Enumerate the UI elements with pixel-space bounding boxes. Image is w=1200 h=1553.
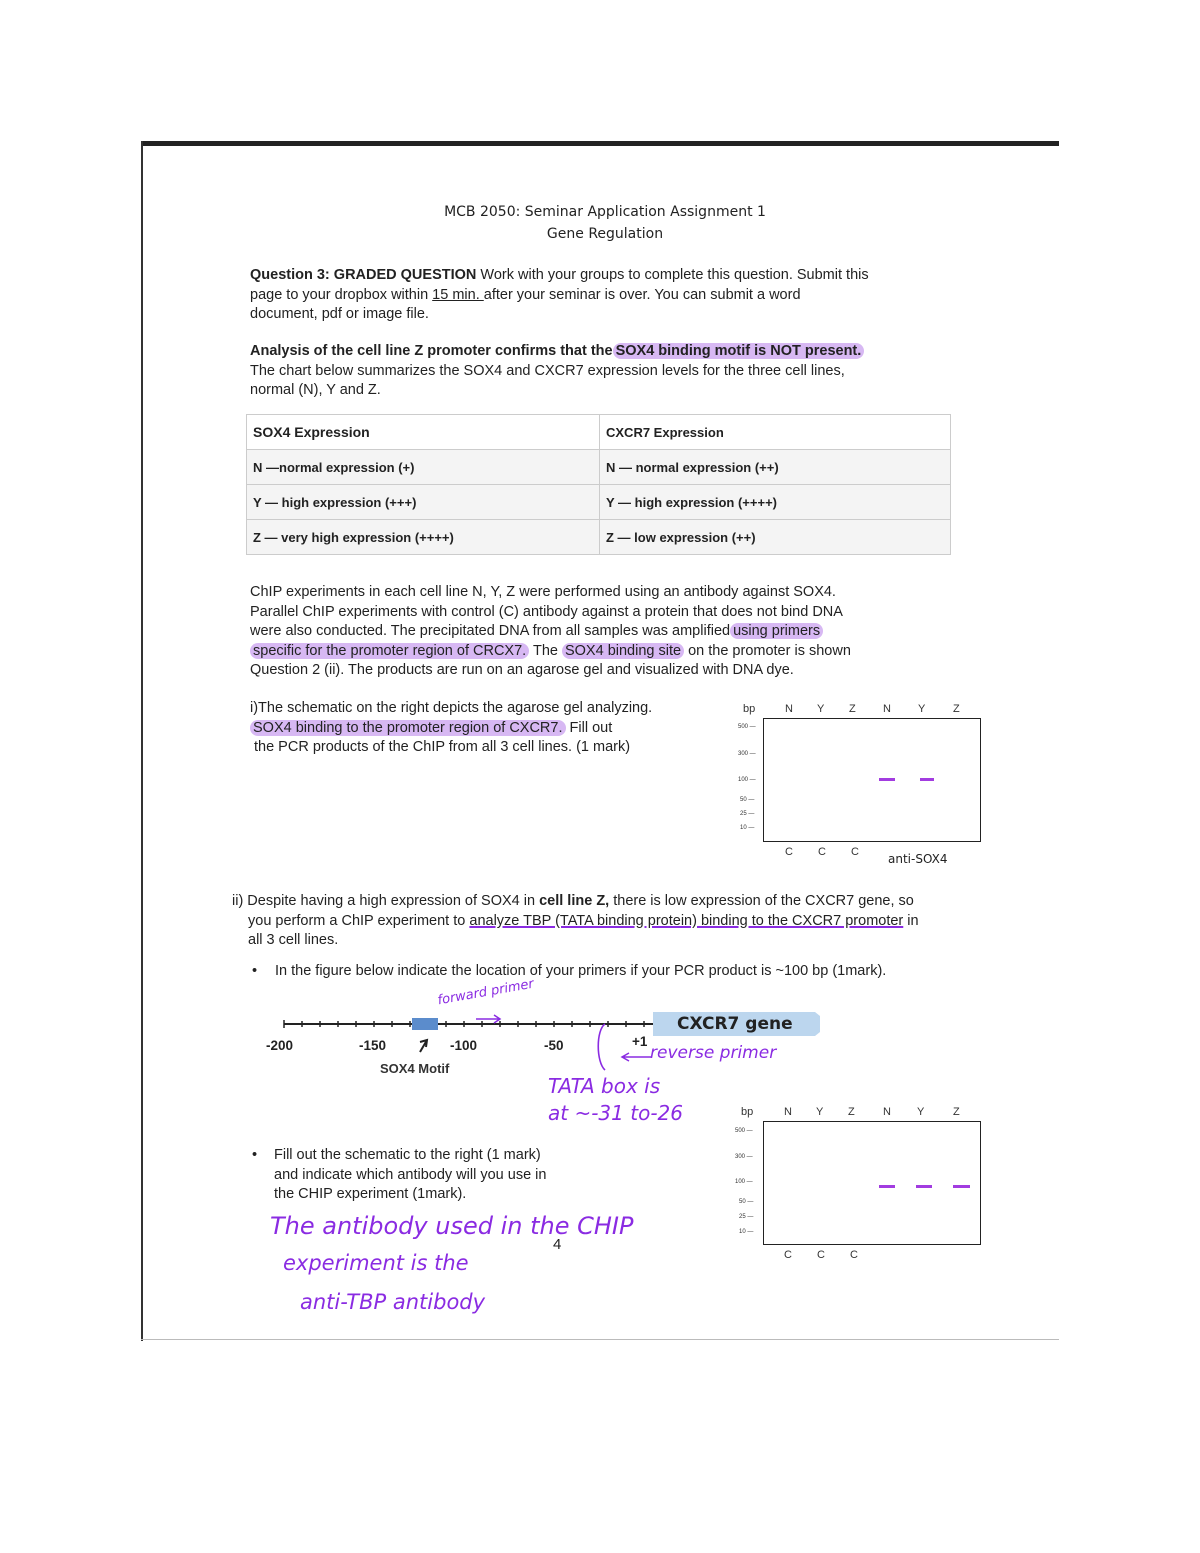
deadline: 15 min.: [432, 286, 484, 303]
position-label: -100: [450, 1038, 478, 1053]
bracket-icon: [598, 1024, 605, 1070]
gel2-tick: 50 —: [739, 1199, 754, 1205]
axis-ticks: [284, 1020, 644, 1028]
gel1-tick: 100 —: [738, 777, 756, 783]
gel1-bp-label: bp: [743, 703, 756, 715]
question-intro: [250, 266, 970, 325]
part-i-line: Fill out: [565, 719, 613, 736]
gel2-lane-label: Z: [848, 1106, 855, 1118]
bullet-2-text: [274, 1146, 604, 1205]
gel1-lane-label: Z: [849, 703, 856, 715]
page-bottom-border: [141, 1339, 1059, 1340]
position-label: -50: [544, 1038, 564, 1053]
bullet-2-line: Fill out the schematic to the right (1 mark): [274, 1147, 541, 1163]
gel1-caption: anti-SOX4: [888, 852, 948, 866]
gel2-tick: 10 —: [739, 1229, 754, 1235]
bullet-2-line: and indicate which antibody will you use in: [274, 1166, 547, 1183]
gel2-lane-label: Y: [917, 1106, 925, 1118]
gel1-control-label: C: [785, 846, 793, 858]
analysis-paragraph: [250, 342, 970, 401]
highlighted-text: SOX4 binding site: [562, 643, 684, 659]
table-row: [247, 450, 951, 485]
part-ii-line: all 3 cell lines.: [248, 932, 339, 948]
gel1-lane-label: N: [785, 703, 793, 715]
chip-text: on the promoter is shown: [684, 642, 851, 659]
question-text: after your seminar is over. You can submit a word: [483, 286, 801, 303]
gel2-band-Y: [916, 1185, 932, 1188]
tata-note-line2: at ~-31 to-26: [548, 1101, 683, 1125]
table-cell: Z — very high expression (++++): [247, 520, 600, 555]
analysis-text: normal (N), Y and Z.: [250, 382, 381, 398]
table-row: [247, 485, 951, 520]
answer-line3: anti-TBP antibody: [300, 1290, 486, 1314]
chip-text: Question 2 (ii). The products are run on an agarose gel and visualized with DNA dye.: [250, 662, 794, 678]
reverse-primer-note: reverse primer: [650, 1043, 777, 1063]
table-cell: N — normal expression (++): [600, 450, 951, 485]
page-subtitle: Gene Regulation: [546, 226, 664, 242]
sox4-motif-box: [412, 1018, 438, 1030]
gel1-band-Y: [879, 778, 895, 781]
gel2-tick: 300 —: [735, 1154, 753, 1160]
cxcr7-gene-label: CXCR7 gene: [677, 1014, 793, 1034]
part-ii-line: in: [903, 912, 919, 929]
gel1-lane-label: Z: [953, 703, 960, 715]
gel1-box: [763, 718, 981, 842]
gel2-tick: 100 —: [735, 1179, 753, 1185]
gel1-band-Z: [920, 778, 934, 781]
gel1-tick: 50 —: [740, 797, 755, 803]
motif-pointer-icon: [420, 1040, 427, 1052]
question-label: Question 3: GRADED QUESTION: [250, 267, 477, 283]
chip-text: The: [529, 642, 562, 659]
chip-text: Parallel ChIP experiments with control (C) antibody against a protein that does not bind DNA: [250, 603, 843, 620]
page-title: MCB 2050: Seminar Application Assignment 1: [444, 204, 766, 220]
gel1-control-label: C: [851, 846, 859, 858]
bullet-2-line: the CHIP experiment (1mark).: [274, 1186, 467, 1202]
table-header: CXCR7 Expression: [600, 415, 951, 450]
gel1-lane-label: Y: [817, 703, 825, 715]
table-header-row: [247, 415, 951, 450]
bullet-1-text: In the figure below indicate the location of your primers if your PCR product is ~100 bp (1mark).: [275, 963, 887, 979]
part-ii-line: ii) Despite having a high expression of SOX4 in: [232, 893, 540, 909]
question-text: Work with your groups to complete this question. Submit this: [476, 267, 869, 283]
chip-text: ChIP experiments in each cell line N, Y, Z were performed using an antibody against SOX4.: [250, 584, 836, 600]
part-ii-line: there is low expression of the CXCR7 gene, so: [609, 893, 914, 909]
answer-line1: The antibody used in the CHIP: [270, 1212, 634, 1240]
gel1-tick: 10 —: [740, 825, 755, 831]
gel1-tick: 25 —: [740, 811, 755, 817]
gel1-lane-label: N: [883, 703, 891, 715]
table-header: SOX4 Expression: [247, 415, 600, 450]
page-left-border: [141, 141, 143, 1341]
reverse-primer-arrow-icon: [622, 1053, 652, 1061]
page-number: 4: [553, 1236, 562, 1253]
part-ii-text: [232, 892, 1032, 951]
table-cell: Z — low expression (++): [600, 520, 951, 555]
gel1-tick: 500 —: [738, 724, 756, 730]
forward-primer-arrow-icon: [476, 1015, 500, 1023]
gel2-lane-label: N: [883, 1106, 891, 1118]
gel2-control-label: C: [784, 1249, 792, 1261]
gel2-tick: 500 —: [735, 1128, 753, 1134]
bullet-icon: •: [252, 1147, 258, 1163]
bullet-icon: •: [252, 963, 258, 979]
question-text: document, pdf or image file.: [250, 306, 429, 322]
tata-note-line1: TATA box is: [548, 1074, 661, 1098]
gel2-lane-label: N: [784, 1106, 792, 1118]
underlined-text: analyze TBP (TATA binding protein) binding to the CXCR7 promoter: [469, 912, 904, 929]
part-i-line: i)The schematic on the right depicts the agarose gel analyzing.: [250, 700, 653, 716]
gel2-box: [763, 1121, 981, 1245]
table-row: [247, 520, 951, 555]
chip-paragraph: [250, 583, 970, 681]
highlighted-text: SOX4 binding to the promoter region of CXCR7.: [250, 720, 566, 736]
gel2-band-Z: [953, 1185, 970, 1188]
part-ii-line: you perform a ChIP experiment to: [248, 912, 470, 929]
position-label: -150: [359, 1038, 387, 1053]
question-text: page to your dropbox within: [250, 286, 433, 303]
answer-line2: experiment is the: [283, 1251, 469, 1275]
page-top-border: [142, 141, 1059, 146]
table-cell: Y — high expression (+++): [247, 485, 600, 520]
sox4-motif-label: SOX4 Motif: [380, 1061, 450, 1076]
highlighted-text: using primers: [730, 623, 823, 639]
position-label: -200: [266, 1038, 294, 1053]
chip-text: were also conducted. The precipitated DNA from all samples was amplified: [250, 623, 731, 639]
gel2-lane-label: Z: [953, 1106, 960, 1118]
gel2-control-label: C: [850, 1249, 858, 1261]
highlighted-text: specific for the promoter region of CRCX7.: [250, 643, 529, 659]
analysis-text: The chart below summarizes the SOX4 and CXCR7 expression levels for the three cell lines,: [250, 362, 845, 379]
part-ii-bold: cell line Z,: [539, 893, 610, 909]
gel2-lane-label: Y: [816, 1106, 824, 1118]
gel2-bp-label: bp: [741, 1106, 754, 1118]
highlighted-text: SOX4 binding motif is NOT present.: [613, 343, 865, 359]
analysis-bold: Analysis of the cell line Z promoter confirms that the: [250, 343, 613, 359]
gel1-control-label: C: [818, 846, 826, 858]
forward-primer-note: forward primer: [436, 976, 535, 1009]
expression-table: [246, 414, 951, 555]
gel1-lane-label: Y: [918, 703, 926, 715]
position-label: +1: [632, 1034, 648, 1049]
gel1-tick: 300 —: [738, 751, 756, 757]
gel2-tick: 25 —: [739, 1214, 754, 1220]
part-i-text: [250, 699, 730, 758]
part-i-line: the PCR products of the ChIP from all 3 cell lines. (1 mark): [254, 739, 631, 755]
gel2-control-label: C: [817, 1249, 825, 1261]
gel2-band-N: [879, 1185, 895, 1188]
table-cell: N —normal expression (+): [247, 450, 600, 485]
table-cell: Y — high expression (++++): [600, 485, 951, 520]
